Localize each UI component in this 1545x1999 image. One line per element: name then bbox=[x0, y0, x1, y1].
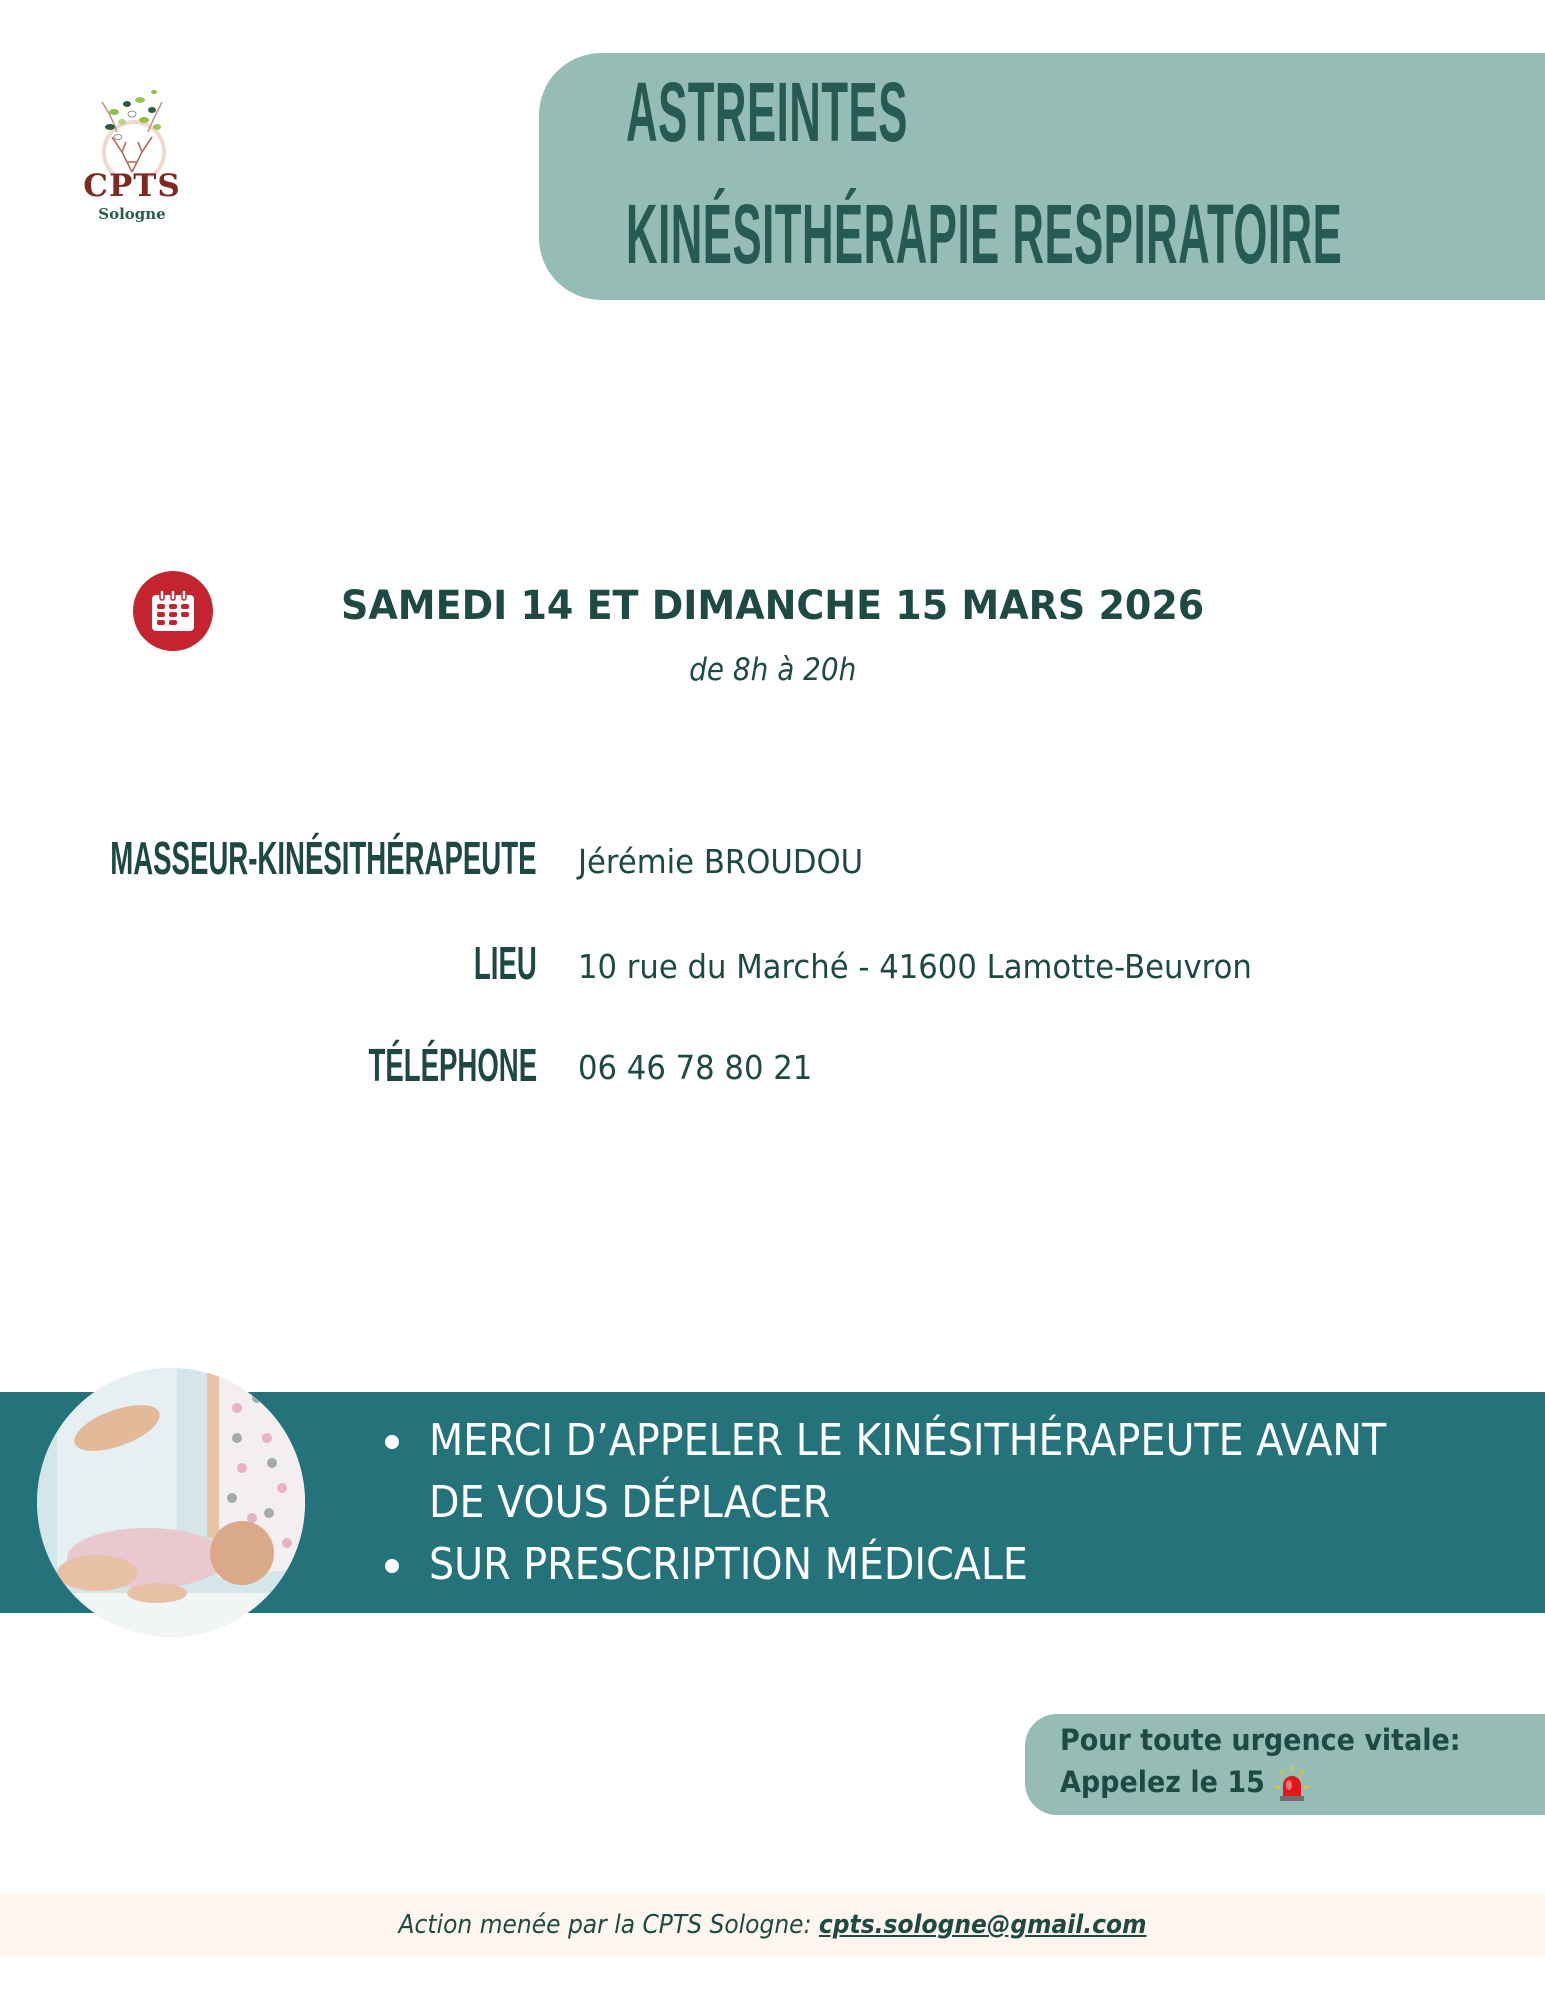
instruction-text: MERCI D’APPELER LE KINÉSITHÉRAPEUTE AVANT DE VOUS DÉPLACER bbox=[429, 1415, 1387, 1528]
deer-tree-icon bbox=[82, 82, 182, 177]
instructions-list bbox=[385, 1410, 1505, 1596]
footer-text: Action menée par la CPTS Sologne: cpts.sologne@gmail.com bbox=[398, 1910, 1147, 1940]
instruction-item bbox=[385, 1534, 1505, 1596]
emergency-line-1: Pour toute urgence vitale: bbox=[1060, 1723, 1461, 1757]
location-label: LIEU bbox=[474, 937, 537, 989]
baby-physiotherapy-photo bbox=[37, 1368, 305, 1637]
phone-label: TÉLÉPHONE bbox=[368, 1039, 537, 1091]
logo-title: CPTS bbox=[83, 168, 181, 204]
footer bbox=[0, 1893, 1545, 1957]
title-line-1: ASTREINTES bbox=[626, 65, 908, 159]
logo-subtitle: Sologne bbox=[98, 205, 166, 223]
instruction-item bbox=[385, 1410, 1505, 1534]
instruction-text: SUR PRESCRIPTION MÉDICALE bbox=[429, 1539, 1028, 1590]
bullet-icon bbox=[385, 1435, 399, 1449]
date-hours: de 8h à 20h bbox=[689, 652, 857, 688]
title-line-2: KINÉSITHÉRAPIE RESPIRATOIRE bbox=[626, 187, 1343, 281]
bullet-icon bbox=[385, 1559, 399, 1573]
cpts-logo bbox=[62, 82, 202, 232]
practitioner-value: Jérémie BROUDOU bbox=[578, 842, 864, 881]
location-value: 10 rue du Marché - 41600 Lamotte-Beuvron bbox=[578, 947, 1252, 986]
practitioner-label: MASSEUR-KINÉSITHÉRAPEUTE bbox=[110, 832, 537, 884]
phone-value[interactable]: 06 46 78 80 21 bbox=[578, 1048, 813, 1087]
emergency-callout bbox=[1025, 1714, 1545, 1815]
emergency-line-2: Appelez le 15 bbox=[1060, 1765, 1265, 1799]
date-title: SAMEDI 14 ET DIMANCHE 15 MARS 2026 bbox=[341, 583, 1205, 629]
title-banner bbox=[539, 53, 1545, 300]
siren-icon bbox=[1275, 1766, 1309, 1802]
email-link[interactable]: cpts.sologne@gmail.com bbox=[818, 1910, 1147, 1940]
